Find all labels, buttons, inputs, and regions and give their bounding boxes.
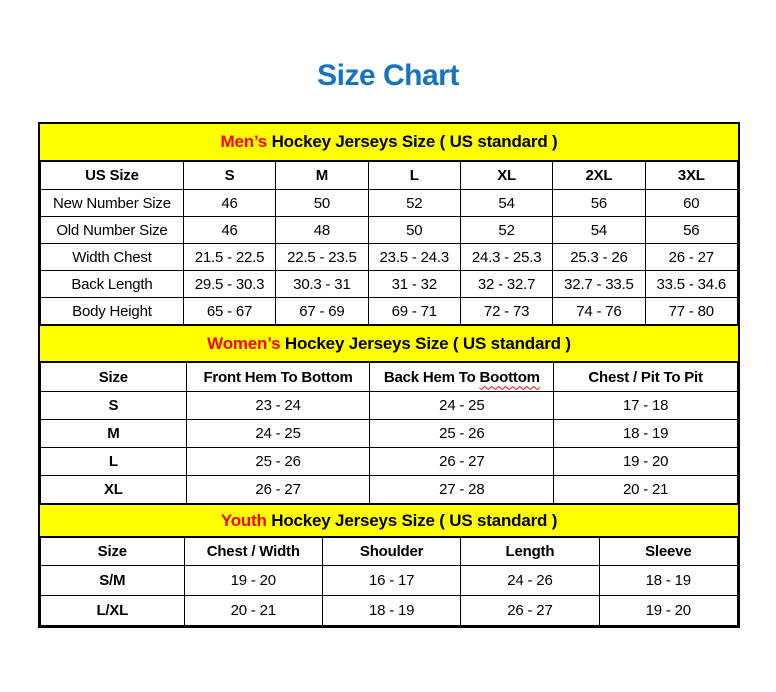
size-cell: 26 - 27 <box>461 596 599 626</box>
youth-col-header: Sleeve <box>599 538 737 566</box>
womens-section-band <box>40 325 738 362</box>
youth-band-highlight: Youth <box>220 510 267 530</box>
mens-band-text: Hockey Jerseys Size ( US standard ) <box>267 132 558 151</box>
mens-col-header: US Size <box>41 162 184 190</box>
size-cell: 26 - 27 <box>186 476 370 504</box>
table-row <box>41 448 738 476</box>
size-cell: 67 - 69 <box>276 298 368 325</box>
size-cell: 23 - 24 <box>186 392 370 420</box>
size-cell: 74 - 76 <box>553 298 645 325</box>
mens-col-header: S <box>183 162 275 190</box>
womens-col-header: Front Hem To Bottom <box>186 363 370 392</box>
size-cell: 16 - 17 <box>322 566 460 596</box>
size-cell: 56 <box>553 190 645 217</box>
size-cell: 54 <box>460 190 552 217</box>
table-row <box>41 244 738 271</box>
mens-col-header: 3XL <box>645 162 737 190</box>
page-title: Size Chart <box>317 59 459 92</box>
size-cell: 60 <box>645 190 737 217</box>
womens-col-header <box>370 363 554 392</box>
youth-size-table <box>40 537 738 626</box>
row-label: M <box>41 420 187 448</box>
size-cell: 26 - 27 <box>645 244 737 271</box>
mens-col-header: XL <box>460 162 552 190</box>
womens-header-row <box>41 363 738 392</box>
size-cell: 18 - 19 <box>554 420 738 448</box>
size-cell: 54 <box>553 217 645 244</box>
size-cell: 48 <box>276 217 368 244</box>
row-label: L <box>41 448 187 476</box>
womens-col-header: Chest / Pit To Pit <box>554 363 738 392</box>
size-cell: 72 - 73 <box>460 298 552 325</box>
size-cell: 31 - 32 <box>368 271 460 298</box>
size-cell: 46 <box>183 217 275 244</box>
size-cell: 50 <box>368 217 460 244</box>
table-row <box>41 596 738 626</box>
row-label: S/M <box>41 566 185 596</box>
size-cell: 24 - 26 <box>461 566 599 596</box>
womens-band-highlight: Women’s <box>207 333 281 353</box>
row-label: Width Chest <box>41 244 184 271</box>
size-cell: 25.3 - 26 <box>553 244 645 271</box>
size-cell: 32 - 32.7 <box>460 271 552 298</box>
mens-header-row <box>41 162 738 190</box>
size-cell: 20 - 21 <box>184 596 322 626</box>
size-cell: 21.5 - 22.5 <box>183 244 275 271</box>
table-row <box>41 566 738 596</box>
size-cell: 30.3 - 31 <box>276 271 368 298</box>
size-chart-tables <box>38 122 740 628</box>
size-cell: 25 - 26 <box>186 448 370 476</box>
womens-size-table <box>40 362 738 504</box>
size-cell: 24.3 - 25.3 <box>460 244 552 271</box>
mens-col-header: M <box>276 162 368 190</box>
size-cell: 33.5 - 34.6 <box>645 271 737 298</box>
size-cell: 19 - 20 <box>184 566 322 596</box>
row-label: Back Length <box>41 271 184 298</box>
mens-section-band <box>40 124 738 161</box>
mens-col-header: L <box>368 162 460 190</box>
size-cell: 77 - 80 <box>645 298 737 325</box>
size-cell: 23.5 - 24.3 <box>368 244 460 271</box>
row-label: Body Height <box>41 298 184 325</box>
size-cell: 52 <box>368 190 460 217</box>
size-cell: 25 - 26 <box>370 420 554 448</box>
row-label: New Number Size <box>41 190 184 217</box>
size-cell: 17 - 18 <box>554 392 738 420</box>
size-cell: 65 - 67 <box>183 298 275 325</box>
size-cell: 29.5 - 30.3 <box>183 271 275 298</box>
table-row <box>41 217 738 244</box>
size-cell: 24 - 25 <box>186 420 370 448</box>
size-cell: 46 <box>183 190 275 217</box>
row-label: S <box>41 392 187 420</box>
size-cell: 27 - 28 <box>370 476 554 504</box>
size-cell: 22.5 - 23.5 <box>276 244 368 271</box>
size-cell: 19 - 20 <box>554 448 738 476</box>
misspelled-word: Boottom <box>479 368 540 386</box>
youth-col-header: Chest / Width <box>184 538 322 566</box>
size-cell: 19 - 20 <box>599 596 737 626</box>
youth-col-header: Shoulder <box>322 538 460 566</box>
youth-section-band <box>40 504 738 537</box>
womens-band-text: Hockey Jerseys Size ( US standard ) <box>280 333 571 353</box>
table-row <box>41 476 738 504</box>
size-cell: 50 <box>276 190 368 217</box>
row-label: XL <box>41 476 187 504</box>
youth-col-header: Size <box>41 538 185 566</box>
size-cell: 52 <box>460 217 552 244</box>
table-row <box>41 392 738 420</box>
size-cell: 32.7 - 33.5 <box>553 271 645 298</box>
table-row <box>41 298 738 325</box>
table-row <box>41 271 738 298</box>
size-cell: 56 <box>645 217 737 244</box>
size-cell: 24 - 25 <box>370 392 554 420</box>
table-row <box>41 190 738 217</box>
size-cell: 20 - 21 <box>554 476 738 504</box>
size-cell: 18 - 19 <box>599 566 737 596</box>
youth-col-header: Length <box>461 538 599 566</box>
row-label: Old Number Size <box>41 217 184 244</box>
youth-band-text: Hockey Jerseys Size ( US standard ) <box>266 510 558 530</box>
mens-col-header: 2XL <box>553 162 645 190</box>
size-cell: 69 - 71 <box>368 298 460 325</box>
youth-header-row <box>41 538 738 566</box>
row-label: L/XL <box>41 596 185 626</box>
mens-size-table <box>40 161 738 325</box>
size-cell: 18 - 19 <box>322 596 460 626</box>
womens-col-header: Size <box>41 363 187 392</box>
table-row <box>41 420 738 448</box>
size-cell: 26 - 27 <box>370 448 554 476</box>
mens-band-highlight: Men’s <box>220 132 268 151</box>
womens-col-header-prefix: Back Hem To <box>383 368 480 386</box>
